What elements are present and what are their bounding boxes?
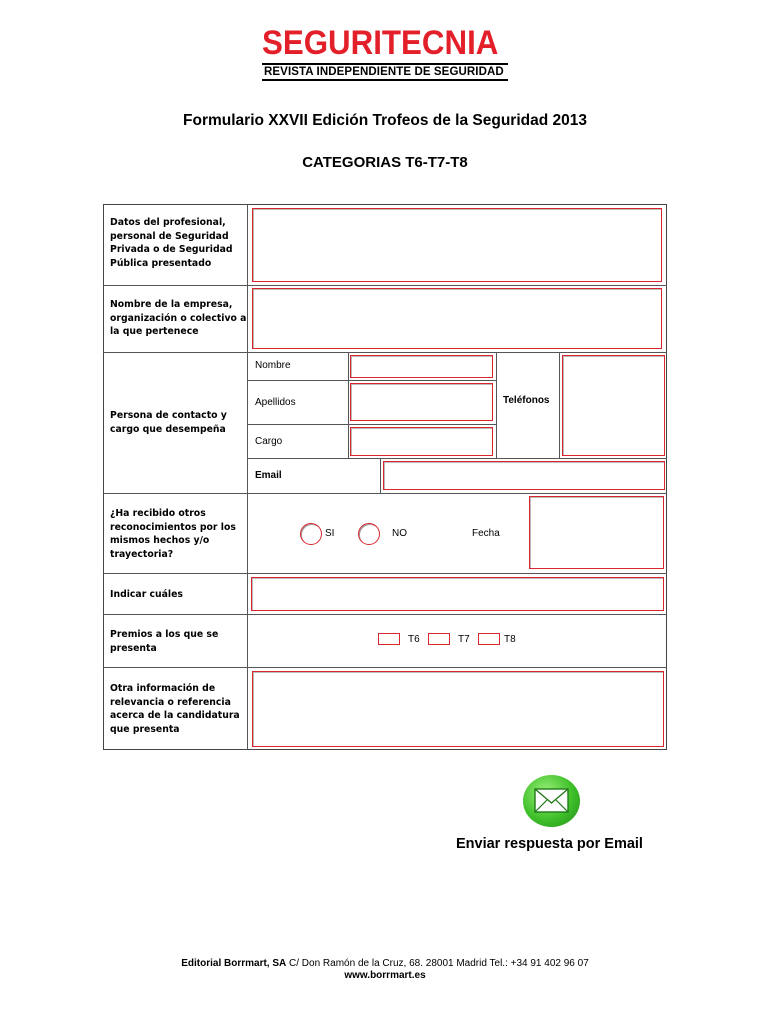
fecha-label: Fecha [472, 528, 500, 539]
t6-label: T6 [408, 634, 420, 645]
send-email-link[interactable]: Enviar respuesta por Email [456, 836, 643, 852]
fecha-field[interactable] [529, 496, 664, 569]
apellidos-label: Apellidos [255, 397, 296, 408]
brand-logo [262, 26, 508, 81]
row-divider [103, 285, 667, 286]
email-field[interactable] [383, 461, 665, 490]
column-divider [247, 204, 248, 750]
telefonos-field[interactable] [562, 355, 665, 456]
profesional-label: Datos del profesional, personal de Seguridad Privada o de Seguridad Pública presentado [110, 217, 233, 269]
no-radio[interactable] [358, 523, 380, 545]
contacto-label: Persona de contacto y cargo que desempeña [110, 410, 227, 435]
nombre-field[interactable] [350, 355, 493, 378]
profesional-field[interactable] [252, 208, 662, 282]
form-title: Formulario XXVII Edición Trofeos de la Seguridad 2013 [183, 112, 587, 129]
column-divider [559, 352, 560, 458]
cuales-field[interactable] [251, 577, 664, 611]
row-divider [103, 614, 667, 615]
reconocimientos-label: ¿Ha recibido otros reconocimientos por los mismos hechos y/o trayectoria? [110, 508, 236, 560]
row-divider [103, 352, 667, 353]
footer-address-line [0, 958, 770, 969]
row-divider [103, 667, 667, 668]
si-radio[interactable] [300, 523, 322, 545]
t7-checkbox[interactable] [428, 633, 450, 645]
nombre-label: Nombre [255, 360, 291, 371]
cargo-label: Cargo [255, 436, 283, 447]
t7-label: T7 [458, 634, 470, 645]
envelope-icon [523, 775, 580, 827]
apellidos-field[interactable] [350, 383, 493, 421]
footer-address: C/ Don Ramón de la Cruz, 68. 28001 Madrid Tel.: +34 91 402 96 07 [286, 958, 589, 969]
cuales-label: Indicar cuáles [110, 589, 183, 600]
column-divider [348, 352, 349, 458]
footer-website[interactable]: www.borrmart.es [344, 970, 426, 981]
brand-tagline: REVISTA INDEPENDIENTE DE SEGURIDAD [262, 63, 508, 81]
column-divider [496, 352, 497, 458]
t6-checkbox[interactable] [378, 633, 400, 645]
t8-checkbox[interactable] [478, 633, 500, 645]
cargo-field[interactable] [350, 427, 493, 456]
footer-company: Editorial Borrmart, SA [181, 958, 287, 969]
column-divider [380, 458, 381, 493]
empresa-field[interactable] [252, 288, 662, 349]
row-divider [248, 458, 667, 459]
row-divider [248, 380, 496, 381]
send-email-button[interactable] [523, 775, 580, 827]
row-divider [103, 573, 667, 574]
row-divider [103, 493, 667, 494]
otra-info-label: Otra información de relevancia o referencia acerca de la candidatura que presenta [110, 683, 240, 735]
si-label: SI [325, 528, 335, 539]
row-divider [248, 424, 496, 425]
empresa-label: Nombre de la empresa, organización o colectivo a la que pertenece [110, 299, 247, 338]
categories-title: CATEGORIAS T6-T7-T8 [302, 154, 468, 171]
t8-label: T8 [504, 634, 516, 645]
telefonos-label: Teléfonos [503, 395, 550, 406]
no-label: NO [392, 528, 407, 539]
brand-name: SEGURITECNIA [262, 24, 499, 62]
premios-label: Premios a los que se presenta [110, 629, 219, 654]
otra-info-field[interactable] [252, 671, 664, 747]
email-label: Email [255, 470, 282, 481]
